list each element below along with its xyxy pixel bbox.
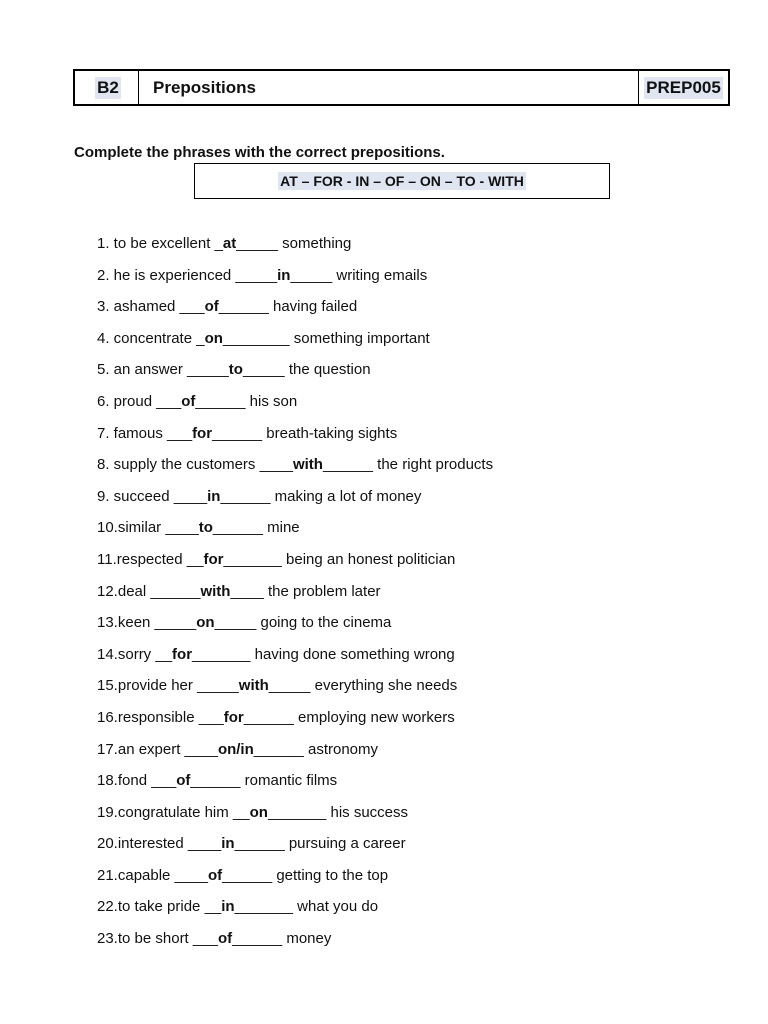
exercise-item <box>97 297 493 329</box>
item-answer: of <box>181 392 196 410</box>
exercise-item <box>97 455 493 487</box>
item-prompt-end: ______ money <box>232 930 332 948</box>
item-answer: in <box>207 487 221 505</box>
item-prompt-start: 1. to be excellent _ <box>97 235 223 252</box>
exercise-item <box>97 424 493 456</box>
item-prompt-end: ______ making a lot of money <box>220 487 422 505</box>
exercise-item <box>97 740 493 772</box>
exercise-item <box>97 771 493 803</box>
item-prompt-start: 3. ashamed ___ <box>97 298 205 316</box>
item-prompt-end: _____ the question <box>242 361 371 379</box>
exercise-item <box>97 360 493 392</box>
exercise-item <box>97 645 493 677</box>
item-answer: of <box>176 772 191 790</box>
exercise-item <box>97 676 493 708</box>
item-prompt-start: 18.fond ___ <box>97 772 177 790</box>
item-prompt-start: 11.respected __ <box>97 550 204 568</box>
worksheet-header <box>73 69 730 106</box>
item-answer: for <box>172 645 193 663</box>
exercise-item <box>97 329 493 361</box>
item-answer: for <box>223 708 244 726</box>
item-prompt-end: _____ going to the cinema <box>214 614 392 632</box>
exercise-item <box>97 834 493 866</box>
item-answer: with <box>238 677 269 695</box>
item-prompt-start: 15.provide her _____ <box>97 677 239 695</box>
item-answer: for <box>192 424 213 442</box>
item-prompt-end: _______ having done something wrong <box>192 645 455 663</box>
exercise-item <box>97 487 493 519</box>
item-answer: to <box>198 519 213 537</box>
item-answer: of <box>207 866 223 884</box>
item-prompt-start: 6. proud ___ <box>97 392 182 410</box>
item-answer: on <box>196 614 215 632</box>
item-prompt-start: 23.to be short ___ <box>97 930 218 948</box>
item-answer: with <box>200 582 231 600</box>
item-answer: in <box>221 898 235 916</box>
item-prompt-start: 8. supply the customers ____ <box>97 456 293 474</box>
item-answer: on/in <box>217 740 254 758</box>
exercise-item <box>97 234 493 266</box>
item-prompt-start: 16.responsible ___ <box>97 708 224 726</box>
item-answer: in <box>277 266 291 284</box>
exercise-item <box>97 392 493 424</box>
item-answer: of <box>217 930 233 948</box>
worksheet-code: PREP005 <box>646 77 721 97</box>
item-prompt-end: ______ the right products <box>322 456 494 474</box>
item-prompt-end: _____ everything she needs <box>268 677 458 695</box>
item-answer: at <box>222 235 237 252</box>
item-answer: in <box>221 835 235 853</box>
exercise-item <box>97 613 493 645</box>
item-prompt-end: ______ getting to the top <box>222 866 389 884</box>
item-answer: on <box>249 803 268 821</box>
item-answer: with <box>292 456 323 474</box>
word-bank: AT – FOR - IN – OF – ON – TO - WITH <box>280 173 524 189</box>
item-prompt-end: ____ the problem later <box>230 582 381 600</box>
item-prompt-start: 21.capable ____ <box>97 866 208 884</box>
item-answer: of <box>204 298 219 316</box>
exercise-item <box>97 803 493 835</box>
instruction-text: Complete the phrases with the correct prepositions. <box>74 144 445 161</box>
code-cell <box>639 71 728 104</box>
exercise-item <box>97 866 493 898</box>
item-prompt-end: ______ employing new workers <box>243 708 455 726</box>
item-answer: to <box>228 361 243 379</box>
item-prompt-start: 20.interested ____ <box>97 835 222 853</box>
item-answer: on <box>204 329 223 347</box>
item-prompt-start: 5. an answer _____ <box>97 361 229 379</box>
title-cell <box>139 71 639 104</box>
item-prompt-end: ______ his son <box>195 392 298 410</box>
item-prompt-end: _______ what you do <box>234 898 379 916</box>
word-bank-box <box>194 163 610 199</box>
worksheet-title: Prepositions <box>153 77 256 97</box>
exercise-item <box>97 550 493 582</box>
item-prompt-start: 7. famous ___ <box>97 424 193 442</box>
level-cell <box>78 71 139 104</box>
item-prompt-start: 17.an expert ____ <box>97 740 218 758</box>
item-prompt-start: 13.keen _____ <box>97 614 197 632</box>
item-prompt-end: _____ something <box>236 235 352 252</box>
item-prompt-start: 9. succeed ____ <box>97 487 208 505</box>
exercise-item <box>97 708 493 740</box>
item-prompt-end: ______ pursuing a career <box>234 835 406 853</box>
item-prompt-start: 10.similar ____ <box>97 519 199 537</box>
item-answer: for <box>203 550 224 568</box>
exercise-item <box>97 582 493 614</box>
level-label: B2 <box>97 77 119 97</box>
exercise-item <box>97 929 493 961</box>
item-prompt-end: ______ mine <box>212 519 300 537</box>
item-prompt-end: ______ having failed <box>218 298 358 316</box>
item-prompt-end: ________ something important <box>222 329 430 347</box>
item-prompt-end: ______ astronomy <box>253 740 379 758</box>
exercise-item <box>97 266 493 298</box>
item-prompt-end: ______ romantic films <box>190 772 338 790</box>
exercise-list <box>97 234 493 961</box>
exercise-item <box>97 518 493 550</box>
item-prompt-start: 14.sorry __ <box>97 645 173 663</box>
item-prompt-start: 22.to take pride __ <box>97 898 222 916</box>
item-prompt-end: _______ being an honest politician <box>223 550 456 568</box>
item-prompt-start: 12.deal ______ <box>97 582 201 600</box>
exercise-item <box>97 897 493 929</box>
item-prompt-start: 19.congratulate him __ <box>97 803 250 821</box>
item-prompt-end: _______ his success <box>267 803 409 821</box>
item-prompt-end: _____ writing emails <box>290 266 428 284</box>
item-prompt-end: ______ breath-taking sights <box>212 424 398 442</box>
item-prompt-start: 2. he is experienced _____ <box>97 266 278 284</box>
item-prompt-start: 4. concentrate _ <box>97 329 205 347</box>
